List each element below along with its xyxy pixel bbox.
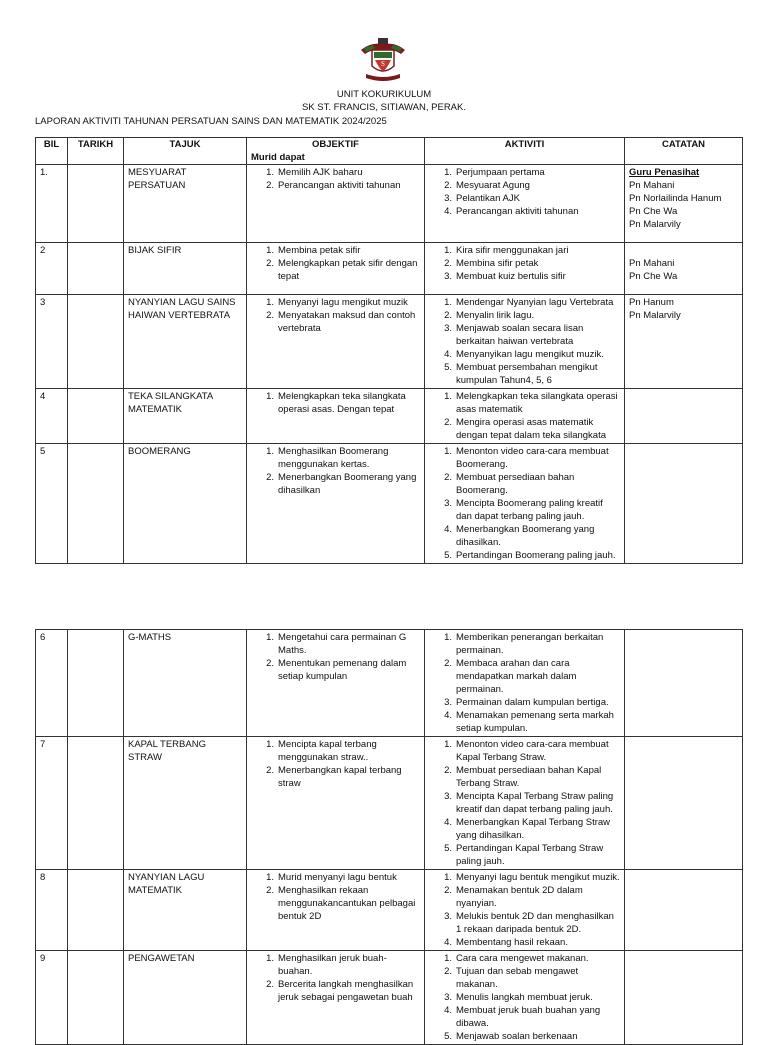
list-number: 2. [444,966,452,977]
list-text: Membaca arahan dan cara mendapatkan markah dalam permainan. [456,658,577,695]
list-text: Perjumpaan pertama [456,167,545,178]
list-text: Menjawab soalan secara lisan berkaitan haiwan vertebrata [456,323,584,347]
list-number: 1. [444,297,452,308]
cell-tajuk: BOOMERANG [124,444,247,564]
list-item [429,244,620,257]
list-number: 1. [444,391,452,402]
teacher-name: Pn Mahani [629,180,675,191]
aktiviti-list [429,244,620,283]
list-item [429,991,620,1004]
cell-tajuk: PENGAWETAN [124,951,247,1045]
cell-catatan [625,630,743,737]
list-text: Membuat persembahan mengikut kumpulan Tahun4, 5, 6 [456,362,598,386]
list-text: Mencipta Kapal Terbang Straw paling kreatif dan dapat terbang paling jauh. [456,791,614,815]
list-item [251,952,420,978]
list-number: 5. [444,362,452,373]
list-item [429,952,620,965]
list-number: 1. [444,953,452,964]
cell-aktiviti [425,951,625,1045]
list-number: 1. [266,446,274,457]
list-text: Pertandingan Boomerang paling jauh. [456,550,616,561]
cell-tajuk: NYANYIAN LAGU MATEMATIK [124,870,247,951]
list-text: Mencipta Boomerang paling kreatif dan dapat terbang paling jauh. [456,498,603,522]
list-number: 3. [444,992,452,1003]
list-number: 4. [444,1005,452,1016]
list-number: 1. [444,245,452,256]
list-text: Mesyuarat Agung [456,180,530,191]
list-text: Perancangan aktiviti tahunan [278,180,401,191]
cell-aktiviti [425,165,625,243]
list-number: 2. [266,472,274,483]
list-number: 2. [266,310,274,321]
list-number: 2. [444,765,452,776]
list-number: 1. [266,391,274,402]
col-tarikh: TARIKH [68,138,124,165]
aktiviti-list [429,390,620,442]
list-item [429,348,620,361]
cell-objektif [247,165,425,243]
list-item [429,205,620,218]
list-item [251,179,420,192]
list-text: Perancangan aktiviti tahunan [456,206,579,217]
cell-aktiviti [425,295,625,389]
cell-objektif [247,951,425,1045]
list-item [429,631,620,657]
list-item [251,296,420,309]
cell-objektif [247,444,425,564]
list-number: 2. [444,472,452,483]
list-number: 4. [444,817,452,828]
list-number: 3. [444,193,452,204]
objektif-list [251,871,420,923]
objektif-list [251,244,420,283]
cell-bil: 5 [36,444,68,564]
list-text: Membina petak sifir [278,245,361,256]
cell-tarikh [68,165,124,243]
cell-tajuk: G-MATHS [124,630,247,737]
cell-aktiviti [425,870,625,951]
list-text: Mengetahui cara permainan G Maths. [278,632,407,656]
objektif-list [251,445,420,497]
list-number: 3. [444,911,452,922]
list-text: Melukis bentuk 2D dan menghasilkan 1 rekaan daripada bentuk 2D. [456,911,614,935]
list-item [429,871,620,884]
cell-tajuk: TEKA SILANGKATA MATEMATIK [124,389,247,444]
cell-aktiviti [425,630,625,737]
list-item [251,738,420,764]
list-text: Pertandingan Kapal Terbang Straw paling jauh. [456,843,604,867]
list-number: 4. [444,206,452,217]
cell-bil: 4 [36,389,68,444]
list-number: 2. [444,180,452,191]
list-text: Mendengar Nyanyian lagu Vertebrata [456,297,614,308]
cell-tajuk: NYANYIAN LAGU SAINS HAIWAN VERTEBRATA [124,295,247,389]
list-item [429,445,620,471]
cell-catatan [625,444,743,564]
list-number: 2. [444,310,452,321]
aktiviti-list [429,296,620,387]
list-text: Menghasilkan Boomerang menggunakan kertas. [278,446,389,470]
list-text: Menentukan pemenang dalam setiap kumpulan [278,658,407,682]
objektif-list [251,390,420,416]
objektif-list [251,296,420,335]
list-item [429,549,620,562]
list-item [429,1004,620,1030]
aktiviti-list [429,166,620,218]
list-item [429,523,620,549]
cell-tajuk: MESYUARAT PERSATUAN [124,165,247,243]
cell-tarikh [68,951,124,1045]
objektif-list [251,952,420,1004]
list-text: Menyanyikan lagu mengikut muzik. [456,349,604,360]
cell-tarikh [68,870,124,951]
teacher-name: Pn Malarvily [629,219,681,230]
list-number: 1. [444,446,452,457]
list-item [429,322,620,348]
list-item [429,361,620,387]
table-header-row [36,138,743,165]
list-number: 2. [444,885,452,896]
cell-objektif [247,295,425,389]
list-item [251,764,420,790]
objektif-list [251,738,420,790]
list-item [429,192,620,205]
list-number: 4. [444,349,452,360]
col-tajuk: TAJUK [124,138,247,165]
list-item [429,166,620,179]
list-text: Menyanyi lagu bentuk mengikut muzik. [456,872,620,883]
list-number: 1. [266,739,274,750]
cell-objektif [247,389,425,444]
list-item [251,445,420,471]
table-row [36,389,743,444]
list-text: Mencipta kapal terbang menggunakan straw.. [278,739,377,763]
cell-catatan [625,951,743,1045]
cell-tarikh [68,243,124,295]
teacher-name: Pn Che Wa [629,206,678,217]
list-item [251,257,420,283]
unit-title: UNIT KOKURIKULUM [336,89,432,100]
objektif-list [251,166,420,192]
activity-table-page-2 [35,629,743,1045]
cell-bil: 6 [36,630,68,737]
aktiviti-list [429,445,620,562]
list-item [251,631,420,657]
list-number: 5. [444,550,452,561]
list-number: 1. [266,297,274,308]
list-number: 1. [444,632,452,643]
list-number: 3. [444,323,452,334]
list-number: 4. [444,937,452,948]
list-text: Menyatakan maksud dan contoh vertebrata [278,310,416,334]
objektif-list [251,631,420,683]
cell-aktiviti [425,243,625,295]
list-item [429,738,620,764]
cell-bil: 8 [36,870,68,951]
teacher-name: Pn Mahani [629,258,675,269]
cell-tarikh [68,389,124,444]
list-number: 2. [444,417,452,428]
cell-tarikh [68,295,124,389]
col-bil: BIL [36,138,68,165]
list-item [429,179,620,192]
list-number: 1. [266,632,274,643]
aktiviti-list [429,952,620,1043]
list-number: 1. [266,872,274,883]
col-catatan: CATATAN [625,138,743,165]
list-number: 4. [444,524,452,535]
list-text: Pelantikan AJK [456,193,520,204]
list-text: Membina sifir petak [456,258,539,269]
list-item [251,657,420,683]
list-text: Menghasilkan jeruk buah-buahan. [278,953,387,977]
list-text: Membuat kuiz bertulis sifir [456,271,566,282]
list-item [429,884,620,910]
list-number: 2. [444,658,452,669]
list-item [429,416,620,442]
list-item [429,709,620,735]
list-number: 2. [266,658,274,669]
list-item [429,790,620,816]
list-text: Menghasilkan rekaan menggunakancantukan pelbagai bentuk 2D [278,885,416,922]
table-row [36,295,743,389]
list-text: Melengkapkan teka silangkata operasi asas. Dengan tepat [278,391,406,415]
list-number: 5. [444,1031,452,1042]
list-number: 1. [444,167,452,178]
cell-bil: 9 [36,951,68,1045]
col-objektif [247,138,425,165]
teacher-name: Pn Malarvily [629,310,681,321]
list-text: Menjawab soalan berkenaan [456,1031,578,1042]
list-number: 1. [266,167,274,178]
teacher-name: Pn Che Wa [629,271,678,282]
list-item [251,244,420,257]
list-item [429,936,620,949]
list-number: 1. [266,953,274,964]
list-text: Menerbangkan Boomerang yang dihasilkan. [456,524,595,548]
list-item [429,257,620,270]
list-text: Menamakan bentuk 2D dalam nyanyian. [456,885,583,909]
list-item [429,842,620,868]
list-number: 1. [444,872,452,883]
list-item [251,978,420,1004]
list-text: Membuat persediaan bahan Boomerang. [456,472,575,496]
cell-catatan [625,243,743,295]
list-item [251,309,420,335]
aktiviti-list [429,871,620,949]
school-name: SK ST. FRANCIS, SITIAWAN, PERAK. [302,102,466,113]
table-row [36,630,743,737]
col-aktiviti: AKTIVITI [425,138,625,165]
cell-aktiviti [425,737,625,870]
list-text: Bercerita langkah menghasilkan jeruk sebagai pengawetan buah [278,979,414,1003]
list-number: 1. [266,245,274,256]
table-row [36,165,743,243]
svg-text:S: S [381,60,385,68]
list-text: Menerbangkan Kapal Terbang Straw yang dihasilkan. [456,817,611,841]
list-item [251,166,420,179]
cell-catatan [625,737,743,870]
cell-aktiviti [425,389,625,444]
cell-objektif [247,630,425,737]
list-text: Memilih AJK baharu [278,167,363,178]
col-objektif-label: OBJEKTIF [312,139,359,150]
cell-tajuk: KAPAL TERBANG STRAW [124,737,247,870]
list-text: Permainan dalam kumpulan bertiga. [456,697,609,708]
list-text: Melengkapkan teka silangkata operasi asas matematik [456,391,618,415]
cell-bil: 1. [36,165,68,243]
cell-tarikh [68,737,124,870]
list-item [429,390,620,416]
list-number: 2. [266,765,274,776]
cell-bil: 3 [36,295,68,389]
cell-catatan [625,165,743,243]
list-item [429,910,620,936]
aktiviti-list [429,738,620,868]
teacher-name: Pn Hanum [629,297,674,308]
list-number: 2. [266,180,274,191]
list-item [429,309,620,322]
list-item [429,471,620,497]
list-number: 2. [266,885,274,896]
cell-objektif [247,870,425,951]
list-text: Menerbangkan kapal terbang straw [278,765,402,789]
table-row [36,870,743,951]
aktiviti-list [429,631,620,735]
list-number: 2. [444,258,452,269]
cell-bil: 2 [36,243,68,295]
list-number: 1. [444,739,452,750]
list-number: 4. [444,710,452,721]
list-number: 5. [444,843,452,854]
report-title: LAPORAN AKTIVITI TAHUNAN PERSATUAN SAINS DAN MATEMATIK 2024/2025 [35,116,387,127]
list-item [251,390,420,416]
list-text: Menyanyi lagu mengikut muzik [278,297,408,308]
list-text: Membuat jeruk buah buahan yang dibawa. [456,1005,601,1029]
list-text: Tujuan dan sebab mengawet makanan. [456,966,579,990]
list-item [429,296,620,309]
list-number: 3. [444,271,452,282]
list-item [429,497,620,523]
list-text: Melengkapkan petak sifir dengan tepat [278,258,418,282]
list-item [429,1030,620,1043]
advisor-heading: Guru Penasihat [629,167,700,178]
list-text: Menonton video cara-cara membuat Kapal Terbang Straw. [456,739,609,763]
list-item [251,884,420,923]
cell-tajuk: BIJAK SIFIR [124,243,247,295]
list-item [429,965,620,991]
list-item [251,871,420,884]
list-text: Membuat persediaan bahan Kapal Terbang Straw. [456,765,602,789]
list-item [429,816,620,842]
list-item [429,657,620,696]
list-text: Memberikan penerangan berkaitan permainan. [456,632,604,656]
table-row [36,737,743,870]
list-number: 3. [444,697,452,708]
activity-table-page-1 [35,137,743,564]
spacer [629,244,738,257]
list-number: 2. [266,979,274,990]
col-objektif-sub: Murid dapat [251,152,305,163]
list-text: Menonton video cara-cara membuat Boomerang. [456,446,609,470]
teacher-name: Pn Norlailinda Hanum [629,193,722,204]
list-text: Membentang hasil rekaan. [456,937,568,948]
list-text: Murid menyanyi lagu bentuk [278,872,397,883]
cell-objektif [247,243,425,295]
list-text: Menulis langkah membuat jeruk. [456,992,593,1003]
cell-tarikh [68,630,124,737]
list-item [429,270,620,283]
list-text: Mengira operasi asas matematik dengan tepat dalam teka silangkata [456,417,606,441]
list-number: 3. [444,498,452,509]
cell-catatan [625,389,743,444]
list-item [251,471,420,497]
list-number: 3. [444,791,452,802]
table-row [36,243,743,295]
list-item [429,764,620,790]
cell-tarikh [68,444,124,564]
cell-catatan [625,870,743,951]
list-text: Kira sifir menggunakan jari [456,245,569,256]
list-text: Menyalin lirik lagu. [456,310,535,321]
cell-objektif [247,737,425,870]
list-text: Menamakan pemenang serta markah setiap kumpulan. [456,710,614,734]
school-crest-logo [358,36,408,82]
table-row [36,444,743,564]
list-text: Cara cara mengewet makanan. [456,953,589,964]
list-item [429,696,620,709]
cell-bil: 7 [36,737,68,870]
table-row [36,951,743,1045]
cell-aktiviti [425,444,625,564]
list-text: Menerbangkan Boomerang yang dihasilkan [278,472,417,496]
cell-catatan [625,295,743,389]
list-number: 2. [266,258,274,269]
